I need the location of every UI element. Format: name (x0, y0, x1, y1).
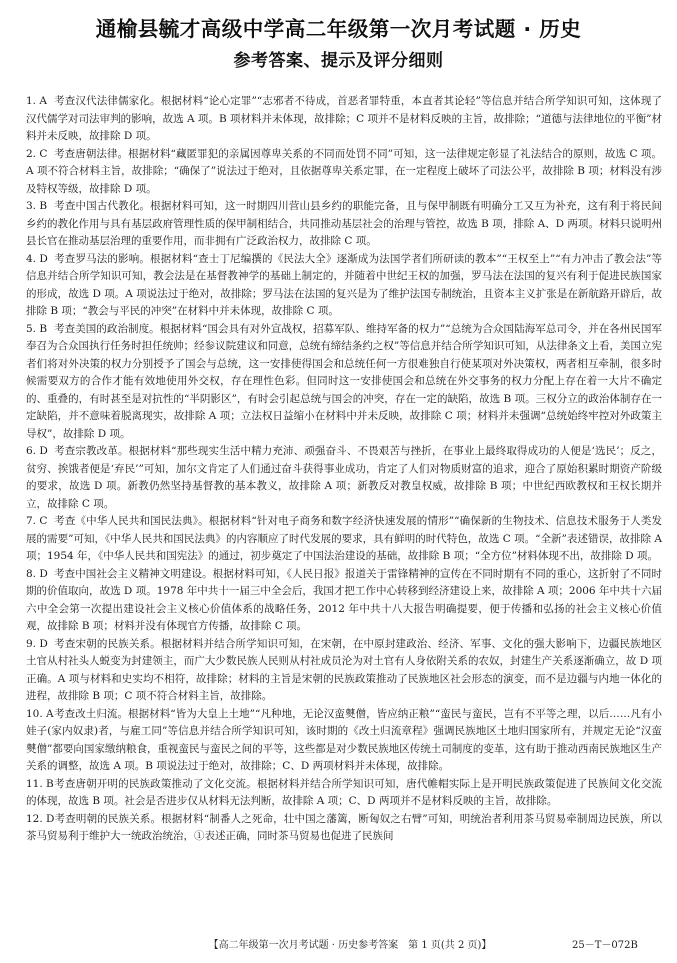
answer-text: 考查宗教改革。根据材料“那些现实生活中精力充沛、顽强奋斗、不畏艰苦与挫折，在事业上最终取得成功的人便是‘选民’；反之，贫穷、挨饿者便是‘弃民’”可知，加尔文肯定了人们通过奋斗获得事业成功，肯定了人们对物质财富的追求，迎合了原始积累时期资产阶级的要求，故选 D 项。新教仍然坚持基督教的基本教义，故排除 A 项；新教反对教皇权威，故排除 B 项；中世纪西欧教权和王权长期并立，故排除 C 项。 (26, 445, 662, 510)
answer-number: 8. D (26, 567, 48, 580)
answer-text: 考查改土归流。根据材料“皆为大皇上土地”“凡种地，无论汉蛮僰僧，皆应纳正粮”“蛮民与蛮民，岂有不平等之理，以后……凡有小娃子(家内奴隶)者，与雇工同”等信息并结合所学知识可知，该时期的《改土归流章程》强调民族地区土地归国家所有，并规定无论“汉蛮僰僧”都要向国家缴纳粮食，重视蛮民与蛮民之间的平等，这些都是对少数民族地区传统土司制度的变革，这有助于推动西南民族地区生产关系的调整，故选 A 项。B 项说法过于绝对，故排除；C、D 两项材料并未体现，故排除。 (26, 707, 662, 772)
answer-number: 10. A (26, 707, 54, 720)
answer-item-12 (26, 811, 662, 846)
answer-text: 考查宋朝的民族关系。根据材料并结合所学知识可知，在宋朝，在中原封建政治、经济、军事、文化的强大影响下，边疆民族地区土官从村社头人蜕变为封建领主，而广大少数民族人民则从村社成员沦为对土官有人身依附关系的农奴，封建生产关系逐渐确立，故 D 项正确。A 项与材料和史实均不相符，故排除；材料的主旨是宋朝的民族政策推动了民族地区社会形态的演变，而不是边疆与内地一体化的进程，故排除 B 项；C 项不符合材料主旨，故排除。 (26, 637, 662, 702)
answer-number: 2. C (26, 147, 48, 160)
page-subtitle: 参考答案、提示及评分细则 (233, 51, 444, 71)
answer-item-9 (26, 636, 662, 706)
answer-number: 1. A (26, 95, 47, 107)
answer-number: 5. B (26, 322, 48, 335)
answer-item-5 (26, 321, 662, 444)
answer-number: 3. B (26, 200, 48, 212)
footer-page-info: 【高二年级第一次月考试题 · 历史参考答案 第 1 页(共 2 页)】 (208, 940, 492, 951)
answer-text: 考查汉代法律儒家化。根据材料“论心定罪”“志邪者不待成，首恶者罪特重，本直者其论轻”等信息并结合所学知识可知，这体现了汉代儒学对司法审判的影响，故选 A 项。B 项材料并未体现，故排除；C 项并不是材料反映的主旨，故排除；“道德与法律地位的平衡”材料并未反映，故排除 D 项。 (26, 95, 662, 142)
answer-text: 考查唐朝开明的民族政策推动了文化交流。根据材料并结合所学知识可知，唐代帷帽实际上是开明民族政策促进了民族间文化交流的体现，故选 B 项。社会是否进步仅从材料无法判断，故排除 A 项；C、D 两项并不是材料反映的主旨，故排除。 (26, 777, 662, 807)
answer-item-10 (26, 706, 662, 776)
answer-item-8 (26, 566, 662, 636)
answer-item-11 (26, 776, 662, 811)
answer-number: 9. D (26, 637, 48, 650)
answer-number: 7. C (26, 515, 48, 527)
answer-item-7 (26, 513, 662, 566)
answer-number: 12. D (26, 812, 55, 825)
answer-number: 4. D (26, 252, 48, 265)
answer-text: 考查唐朝法律。根据材料“藏匿罪犯的亲属因尊卑关系的不同而处罚不同”可知，这一法律规定彰显了礼法结合的原则，故选 C 项。A 项不符合材料主旨，故排除；“确保了”说法过于绝对，且依据尊卑关系定罪，在一定程度上破坏了司法公平，故排除 B 项；材料没有涉及特权等级，故排除 D 项。 (26, 147, 662, 195)
answer-number: 11. B (26, 777, 54, 790)
answer-item-6 (26, 443, 662, 513)
answer-item-3 (26, 198, 662, 251)
answer-text: 考查罗马法的影响。根据材料“查士丁尼编撰的《民法大全》逐渐成为法国学者们所研读的教本”“王权至上”“有力冲击了教会法”等信息并结合所学知识可知，教会法是在基督教神学的基础上制定的，并随着中世纪王权的加强，罗马法在法国的复兴有利于促进民族国家的形成，故选 D 项。A 项说法过于绝对，故排除；罗马法在法国的复兴是为了维护法国专制统治，且资本主义扩张是在新航路开辟后，故排除 B 项；“教会与平民的冲突”在材料中并未体现，故排除 C 项。 (26, 252, 662, 317)
answer-text: 考查《中华人民共和国民法典》。根据材料“针对电子商务和数字经济快速发展的情形”“确保新的生物技术、信息技术服务于人类发展的需要”可知，《中华人民共和国民法典》的内容顺应了时代发展的要求，具有鲜明的时代特色，故选 C 项。“全新”表述错误，故排除 A 项；1954 年，《中华人民共和国宪法》的通过，初步奠定了中国法治建设的基础，故排除 B 项；“全方位”材料体现不出，故排除 D 项。 (26, 515, 662, 562)
answer-item-4 (26, 251, 662, 321)
answer-text: 考查美国的政治制度。根据材料“国会具有对外宣战权，招募军队、维持军备的权力”“总统为合众国陆海军总司令，并在各州民国军奉召为合众国执行任务时担任统帅；经参议院建议和同意，总统有缔结条约之权”等信息并结合所学知识可知，从法律条文上看，美国立宪者们将对外决策的权力分别授予了国会与总统，这一安排使得国会和总统任何一方很难独自行使某项对外决策权，两者相互牵制，很多时候需要双方的合作才能有效地使用外交权，存在理性色彩。但同时这一安排使国会和总统在外交事务的权力分配上存在着一大片不确定的、重叠的，有时甚至是对抗性的“半阴影区”，有时会引起总统与国会的冲突，存在一定的缺陷，故选 B 项。三权分立的政治体制存在一定缺陷，并不意味着脱离现实，故排除 A 项；立法权日益缩小在材料中并未反映，故排除 C 项；材料并未强调“总统始终牢控对外政策主导权”，故排除 D 项。 (26, 322, 662, 440)
answer-number: 6. D (26, 445, 48, 457)
page-title: 通榆县毓才高级中学高二年级第一次月考试题 · 历史 (95, 17, 582, 41)
answer-text: 考查中国古代教化。根据材料可知，这一时期四川营山县乡约的职能完备，且与保甲制既有明确分工又互为补充，这有利于将民间乡约的教化作用与具有基层政府管理性质的保甲制相结合，共同推动基层社会的治理与管控，故选 B 项，排除 A、D 两项。材料只说明州县长官在推动基层治理的重要作用，而非拥有广泛政治权力，故排除 C 项。 (26, 200, 662, 247)
answer-item-1 (26, 93, 662, 146)
answer-text: 考查中国社会主义精神文明建设。根据材料可知，《人民日报》报道关于雷锋精神的宣传在不同时期有不同的重心，这折射了不同时期的价值取向，故选 D 项。1978 年中共十一届三中全会后，我国才把工作中心转移到经济建设上来，故排除 A 项；2006 年中共十六届六中全会第一次提出建设社会主义核心价值体系的战略任务，2012 年中共十八大报告明确提要，便于传播和弘扬的社会主义核心价值观，故排除 B 项；材料并没有体现官方传播，故排除 C 项。 (26, 567, 662, 632)
answer-list (26, 93, 662, 846)
footer-exam-code: 25－T－072B (572, 940, 638, 951)
answer-item-2 (26, 146, 662, 199)
answer-text: 考查明朝的民族关系。根据材料“制番人之死命，壮中国之藩篱，断匈奴之右臂”可知，明统治者利用茶马贸易牵制周边民族，所以茶马贸易利于维护大一统政治统治，①表述正确，同时茶马贸易也促进了民族间 (26, 812, 662, 842)
